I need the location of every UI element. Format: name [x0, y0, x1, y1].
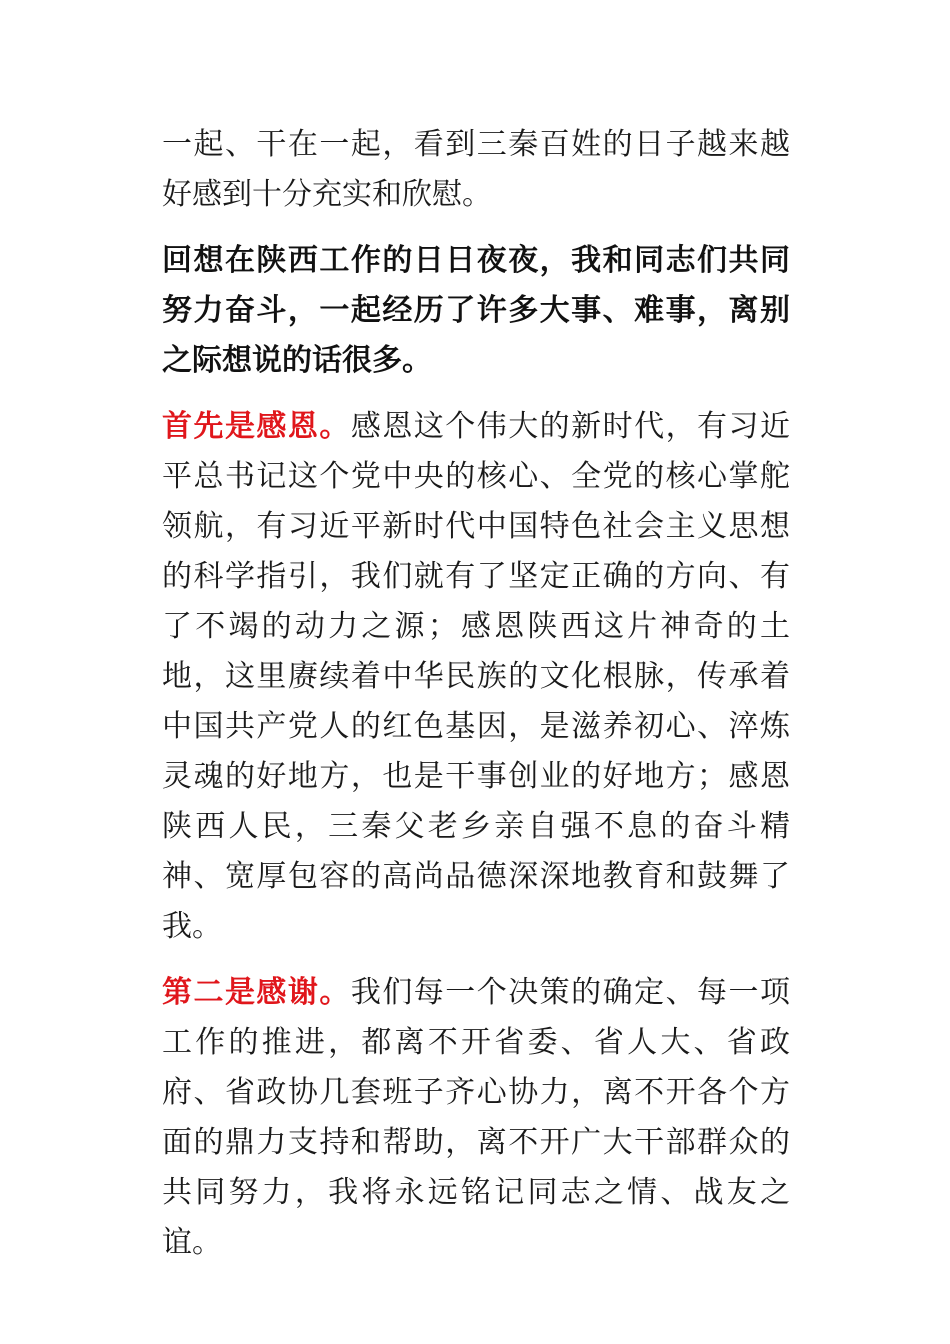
paragraph-4-lead: 第二是感谢。	[162, 975, 351, 1010]
paragraph-2-text: 回想在陕西工作的日日夜夜，我和同志们共同努力奋斗，一起经历了许多大事、难事，离别之际想说的话很多。	[162, 243, 790, 378]
paragraph-3-gratitude	[162, 402, 790, 952]
paragraph-1	[162, 120, 790, 220]
paragraph-3-lead: 首先是感恩。	[162, 409, 351, 444]
paragraph-1-text: 一起、干在一起，看到三秦百姓的日子越来越好感到十分充实和欣慰。	[162, 127, 790, 212]
paragraph-4-thanks	[162, 968, 790, 1268]
document-page	[162, 120, 790, 1284]
paragraph-3-text: 感恩这个伟大的新时代，有习近平总书记这个党中央的核心、全党的核心掌舵领航，有习近平新时代中国特色社会主义思想的科学指引，我们就有了坚定正确的方向、有了不竭的动力之源；感恩陕西这片神奇的土地，这里赓续着中华民族的文化根脉，传承着中国共产党人的红色基因，是滋养初心、淬炼灵魂的好地方，也是干事创业的好地方；感恩陕西人民，三秦父老乡亲自强不息的奋斗精神、宽厚包容的高尚品德深深地教育和鼓舞了我。	[162, 409, 791, 944]
paragraph-4-text: 我们每一个决策的确定、每一项工作的推进，都离不开省委、省人大、省政府、省政协几套班子齐心协力，离不开各个方面的鼎力支持和帮助，离不开广大干部群众的共同努力，我将永远铭记同志之情、战友之谊。	[162, 975, 791, 1260]
paragraph-2-bold	[162, 236, 790, 386]
